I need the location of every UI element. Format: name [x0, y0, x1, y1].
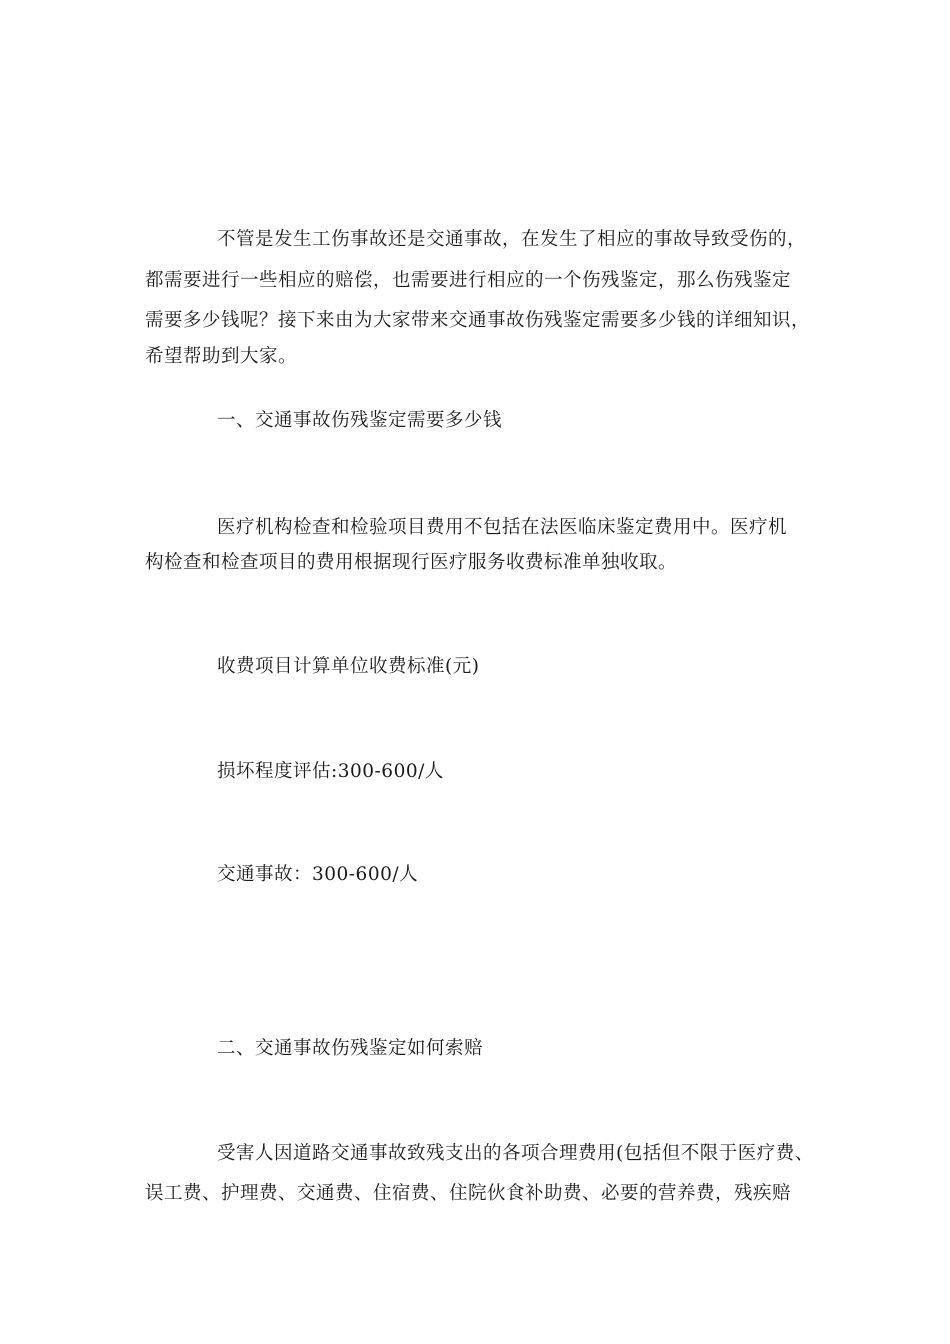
section-heading-2: 二、交通事故伤残鉴定如何索赔 — [217, 1038, 484, 1059]
intro-line-2: 都需要进行一些相应的赔偿，也需要进行相应的一个伤残鉴定，那么伤残鉴定 — [145, 270, 792, 291]
fee-item-traffic: 交通事故：300-600/人 — [217, 864, 419, 885]
medical-line-2: 构检查和检查项目的费用根据现行医疗服务收费标准单独收取。 — [145, 552, 678, 573]
fee-header: 收费项目计算单位收费标准(元) — [217, 656, 480, 677]
medical-line-1: 医疗机构检查和检验项目费用不包括在法医临床鉴定费用中。医疗机 — [217, 517, 788, 538]
claim-line-2: 误工费、护理费、交通费、住宿费、住院伙食补助费、必要的营养费，残疾赔 — [145, 1183, 792, 1204]
claim-line-1: 受害人因道路交通事故致残支出的各项合理费用(包括但不限于医疗费、 — [217, 1143, 814, 1164]
intro-line-4: 希望帮助到大家。 — [145, 346, 298, 367]
intro-line-3: 需要多少钱呢？接下来由为大家带来交通事故伤残鉴定需要多少钱的详细知识， — [145, 310, 811, 331]
intro-line-1: 不管是发生工伤事故还是交通事故，在发生了相应的事故导致受伤的， — [217, 229, 807, 250]
fee-item-damage: 损坏程度评估:300-600/人 — [217, 761, 444, 782]
section-heading-1: 一、交通事故伤残鉴定需要多少钱 — [217, 410, 503, 431]
